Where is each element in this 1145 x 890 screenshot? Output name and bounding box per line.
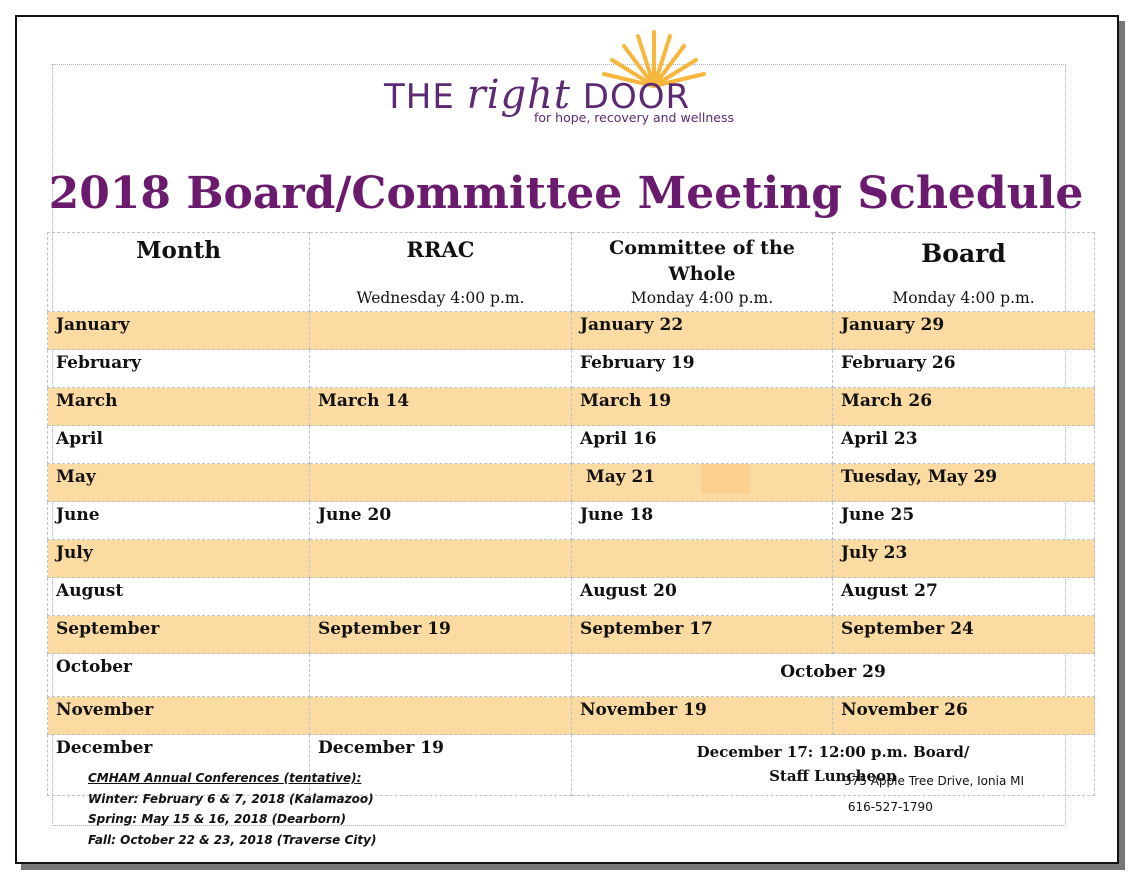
board-cell: April 23 (833, 426, 1095, 464)
contact-info (844, 768, 1024, 820)
table-header-row (48, 233, 1095, 312)
table-row (48, 350, 1095, 388)
highlight-mark (701, 464, 750, 494)
month-cell: November (48, 697, 310, 735)
conference-notes (88, 768, 376, 850)
board-cell: January 29 (833, 312, 1095, 350)
table-row (48, 616, 1095, 654)
table-row (48, 388, 1095, 426)
merged-cell: October 29 (572, 654, 1095, 697)
header-cow (572, 233, 833, 312)
month-cell: July (48, 540, 310, 578)
page-title: 2018 Board/Committee Meeting Schedule (48, 168, 1084, 219)
table-row (48, 578, 1095, 616)
table-row (48, 697, 1095, 735)
cow-cell: June 18 (572, 502, 833, 540)
table-row (48, 654, 1095, 697)
table-row (48, 426, 1095, 464)
header-board-label: Board (921, 239, 1006, 268)
month-cell: May (48, 464, 310, 502)
cow-cell: September 17 (572, 616, 833, 654)
cow-cell: May 21 (572, 464, 833, 502)
rrac-cell: March 14 (310, 388, 572, 426)
conference-spring: Spring: May 15 & 16, 2018 (Dearborn) (88, 812, 346, 826)
logo (384, 28, 744, 128)
board-cell: Tuesday, May 29 (833, 464, 1095, 502)
contact-address: 375 Apple Tree Drive, Ionia MI (844, 774, 1025, 788)
conference-fall: Fall: October 22 & 23, 2018 (Traverse City) (88, 832, 377, 847)
cow-cell (572, 540, 833, 578)
month-cell: August (48, 578, 310, 616)
merged-line-1: December 17: 12:00 p.m. Board/ (696, 743, 970, 761)
contact-phone: 616-527-1790 (844, 800, 933, 814)
board-cell: August 27 (833, 578, 1095, 616)
rrac-cell (310, 578, 572, 616)
month-cell: September (48, 616, 310, 654)
cow-cell: August 20 (572, 578, 833, 616)
board-cell: July 23 (833, 540, 1095, 578)
logo-door: DOOR (570, 77, 691, 117)
table-row (48, 502, 1095, 540)
month-cell: March (48, 388, 310, 426)
merged-line-2: Staff Luncheon (769, 767, 897, 785)
rrac-cell (310, 350, 572, 388)
header-month-label: Month (136, 237, 221, 264)
header-month (48, 233, 310, 312)
header-cow-time: Monday 4:00 p.m. (630, 289, 774, 307)
cow-cell: February 19 (572, 350, 833, 388)
header-cow-label: Committee of the Whole (609, 237, 795, 285)
rrac-cell (310, 426, 572, 464)
conference-winter: Winter: February 6 & 7, 2018 (Kalamazoo) (88, 791, 374, 806)
header-rrac-time: Wednesday 4:00 p.m. (356, 289, 525, 307)
logo-right: right (466, 72, 571, 118)
cow-cell: January 22 (572, 312, 833, 350)
board-cell: November 26 (833, 697, 1095, 735)
header-rrac-label: RRAC (406, 237, 475, 262)
rrac-cell: December 19 (310, 735, 572, 796)
month-cell: April (48, 426, 310, 464)
conference-heading: CMHAM Annual Conferences (tentative): (88, 771, 362, 785)
header-board (833, 233, 1095, 312)
cow-cell: April 16 (572, 426, 833, 464)
month-cell: December (48, 735, 310, 796)
board-cell: March 26 (833, 388, 1095, 426)
cow-cell: November 19 (572, 697, 833, 735)
cow-cell: March 19 (572, 388, 833, 426)
rrac-cell (310, 312, 572, 350)
month-cell: January (48, 312, 310, 350)
rrac-cell: June 20 (310, 502, 572, 540)
month-cell: February (48, 350, 310, 388)
rrac-cell (310, 697, 572, 735)
month-cell: June (48, 502, 310, 540)
board-cell: June 25 (833, 502, 1095, 540)
table-row (48, 464, 1095, 502)
table-row (48, 312, 1095, 350)
board-cell: February 26 (833, 350, 1095, 388)
logo-the: THE (384, 77, 467, 117)
rrac-cell (310, 464, 572, 502)
schedule-table (47, 232, 1095, 796)
rrac-cell (310, 540, 572, 578)
table-row (48, 540, 1095, 578)
header-rrac (310, 233, 572, 312)
month-cell: October (48, 654, 310, 697)
rrac-cell (310, 654, 572, 697)
logo-tagline: for hope, recovery and wellness (534, 110, 734, 125)
header-board-time: Monday 4:00 p.m. (892, 289, 1035, 307)
board-cell: September 24 (833, 616, 1095, 654)
rrac-cell: September 19 (310, 616, 572, 654)
